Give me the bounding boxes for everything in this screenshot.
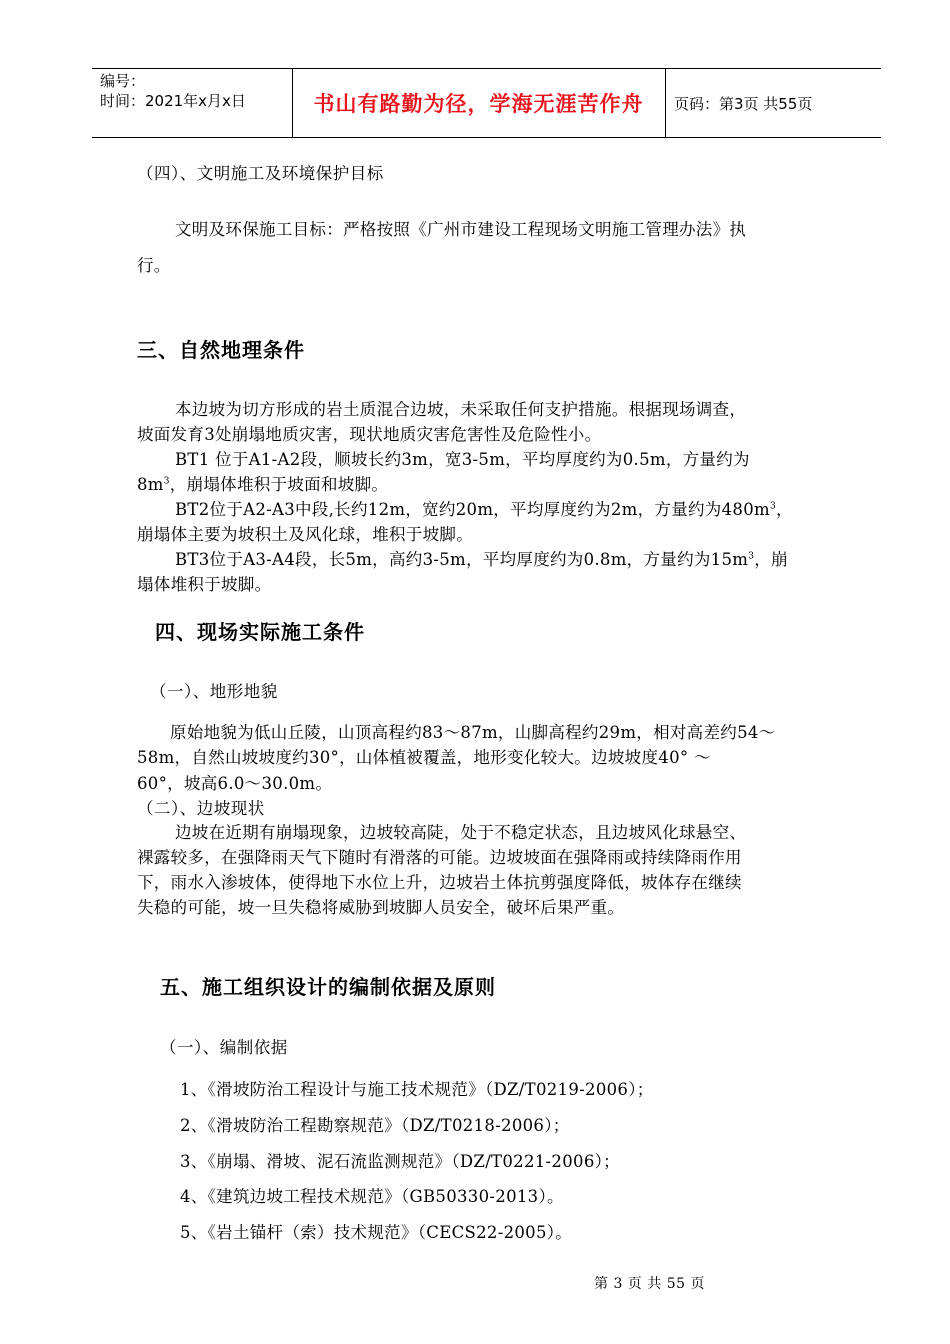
header-meta [100,71,246,111]
subsection-heading: （二）、边坡现状 [137,799,265,818]
paragraph-text: BT2位于A2-A3中段,长约12m，宽约20m，平均厚度约为2m，方量约为480m [175,500,770,519]
section-title: 四、现场实际施工条件 [155,620,365,644]
superscript: 3 [748,551,755,562]
reference-item: 5、《岩土锚杆（索）技术规范》（CECS22-2005）。 [180,1223,573,1242]
volume-value: 8m [137,475,164,494]
subsection-heading: （四）、文明施工及环境保护目标 [137,164,384,183]
code-label: 编号： [100,72,146,90]
paragraph-line: 下，雨水入渗坡体，使得地下水位上升，边坡岩土体抗剪强度降低，坡体存在继续 [137,873,742,892]
section-title: 三、自然地理条件 [137,338,305,362]
paragraph-line: 边坡在近期有崩塌现象，边坡较高陡，处于不稳定状态，且边坡风化球悬空、 [175,823,747,842]
paragraph-line: BT1 位于A1-A2段，顺坡长约3m，宽3-5m，平均厚度约为0.5m，方量约为 [175,450,750,469]
paragraph-line: 文明及环保施工目标：严格按照《广州市建设工程现场文明施工管理办法》执 [175,220,747,239]
subsection-heading: （一）、地形地貌 [150,682,278,701]
time-label: 时间：2021年x月x日 [100,92,246,110]
superscript: 3 [163,476,170,487]
paragraph-line: 失稳的可能，坡一旦失稳将威胁到坡脚人员安全，破坏后果严重。 [137,898,625,917]
section-title: 五、施工组织设计的编制依据及原则 [160,975,496,999]
header-page-info: 页码：第3页 共55页 [674,94,813,113]
paragraph-line [175,546,788,570]
paragraph-line: 崩塌体主要为坡积土及风化球，堆积于坡脚。 [137,525,473,544]
paragraph-line: 58m，自然山坡坡度约30°，山体植被覆盖，地形变化较大。边坡坡度40° ～ [137,748,711,767]
reference-item: 2、《滑坡防治工程勘察规范》（DZ/T0218-2006）； [180,1116,570,1135]
paragraph-line: 裸露较多，在强降雨天气下随时有滑落的可能。边坡坡面在强降雨或持续降雨作用 [137,848,742,867]
paragraph-text: ，崩 [754,550,788,569]
header-divider [665,69,666,137]
page-header [92,68,881,138]
subsection-heading: （一）、编制依据 [160,1038,288,1057]
reference-item: 1、《滑坡防治工程设计与施工技术规范》（DZ/T0219-2006）； [180,1080,654,1099]
page-footer: 第 3 页 共 55 页 [594,1276,705,1292]
paragraph-text: BT3位于A3-A4段，长5m，高约3-5m，平均厚度约为0.8m，方量约为15m [175,550,749,569]
paragraph-line: 坡面发育3处崩塌地质灾害，现状地质灾害危害性及危险性小。 [137,425,602,444]
paragraph-line: 塌体堆积于坡脚。 [137,575,272,594]
paragraph-line [137,471,388,495]
paragraph-text: ，崩塌体堆积于坡面和坡脚。 [169,475,389,494]
paragraph-line: BT2位于A2-A3中段,长约12m，宽约20m，平均厚度约为2m，方量约为$480m^3$， [175,500,793,519]
reference-item: 3、《崩塌、滑坡、泥石流监测规范》（DZ/T0221-2006）； [180,1152,620,1171]
superscript: 3 [769,501,776,512]
paragraph-line: 原始地貌为低山丘陵，山顶高程约83～87m，山脚高程约29m，相对高差约54～ [170,723,776,742]
header-motto: 书山有路勤为径，学海无涯苦作舟 [313,92,644,116]
reference-item: 4、《建筑边坡工程技术规范》（GB50330-2013）。 [180,1187,564,1206]
paragraph-line: 行。 [137,256,171,275]
paragraph-line: 60°，坡高6.0～30.0m。 [137,774,333,793]
paragraph-line: 本边坡为切方形成的岩土质混合边坡，未采取任何支护措施。根据现场调查， [175,400,747,419]
